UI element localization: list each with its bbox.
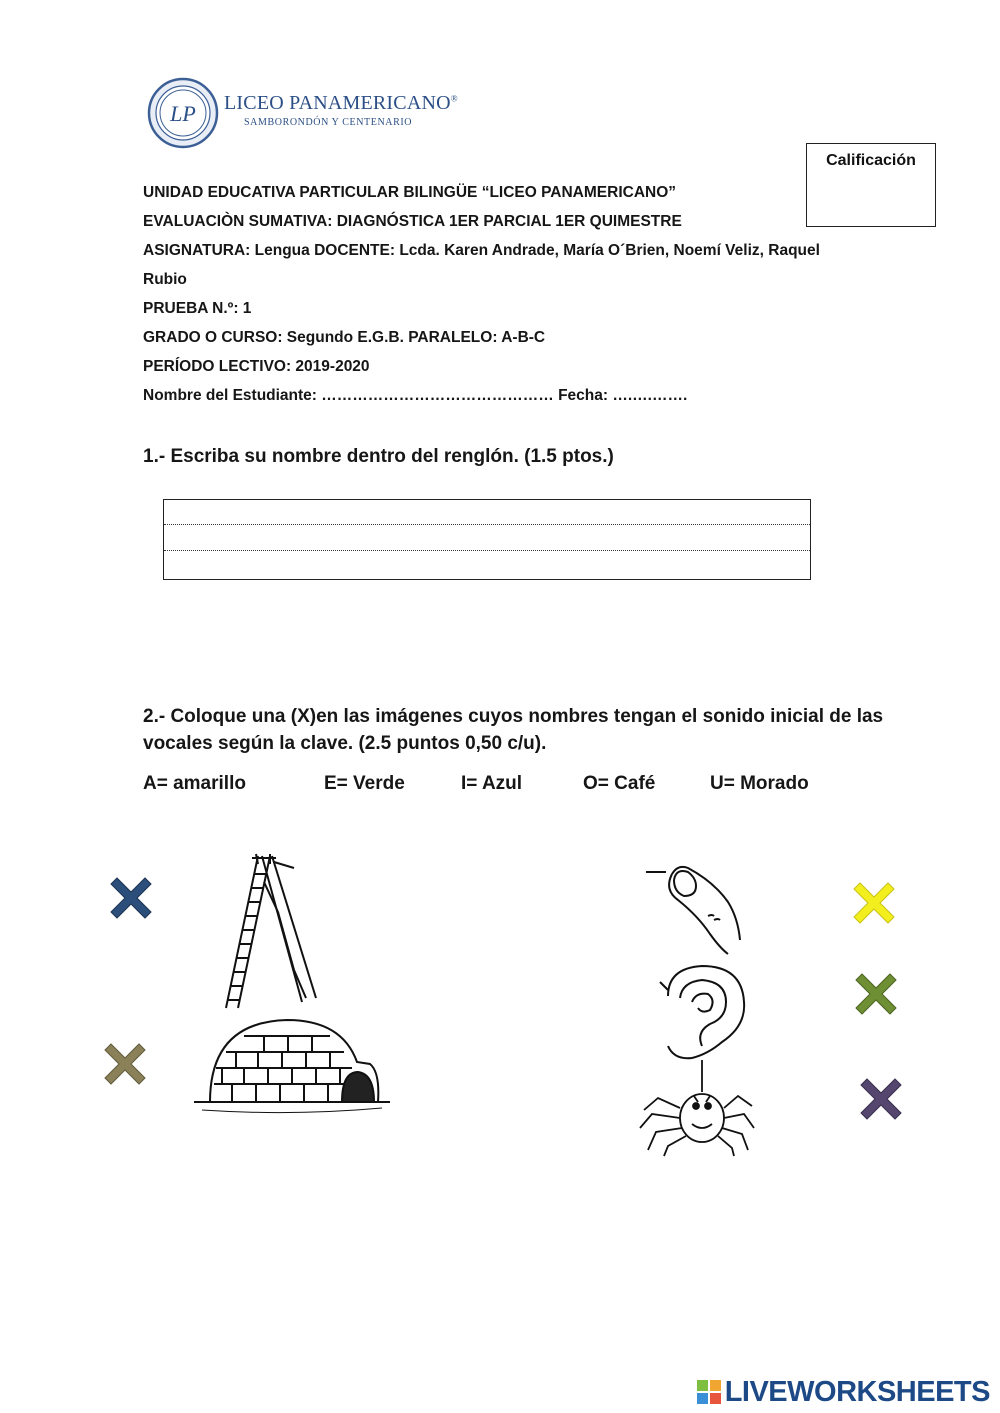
logo-emblem-icon — [146, 77, 220, 149]
purple-x-mark[interactable] — [857, 1075, 905, 1123]
key-u-purple: U= Morado — [710, 773, 809, 794]
grade-course-line: GRADO O CURSO: Segundo E.G.B. PARALELO: A-B-C — [143, 329, 546, 346]
brown-x-mark[interactable] — [101, 1040, 149, 1088]
spider-image — [634, 1058, 758, 1158]
key-o-brown: O= Café — [583, 773, 656, 794]
test-number-line: PRUEBA N.º: 1 — [143, 300, 252, 317]
key-i-blue: I= Azul — [461, 773, 523, 794]
writing-guide-line-top — [164, 524, 810, 525]
writing-guide-line-bottom — [164, 550, 810, 551]
yellow-x-mark[interactable] — [850, 879, 898, 927]
school-name-line: UNIDAD EDUCATIVA PARTICULAR BILINGÜE “LICEO PANAMERICANO” — [143, 184, 677, 201]
name-writing-box[interactable] — [163, 499, 811, 580]
logo-subtitle: SAMBORONDÓN Y CENTENARIO — [244, 117, 413, 128]
subject-line: ASIGNATURA: Lengua DOCENTE: Lcda. Karen Andrade, María O´Brien, Noemí Veliz, Raquel — [143, 242, 820, 259]
liveworksheets-logo-icon — [697, 1380, 721, 1404]
logo-emblem-letters: LP — [170, 101, 196, 126]
key-a-yellow: A= amarillo — [143, 773, 246, 794]
grade-box — [806, 143, 936, 227]
key-e-green: E= Verde — [324, 773, 405, 794]
subject-line-continued: Rubio — [143, 271, 187, 288]
evaluation-line: EVALUACIÒN SUMATIVA: DIAGNÓSTICA 1ER PARCIAL 1ER QUIMESTRE — [143, 213, 682, 230]
green-x-mark[interactable] — [852, 970, 900, 1018]
finger-image — [644, 860, 744, 956]
logo-name: LICEO PANAMERICANO® — [224, 92, 458, 114]
igloo-image — [192, 1012, 392, 1116]
ladder-image — [218, 852, 342, 1012]
question-2: 2.- Coloque una (X)en las imágenes cuyos nombres tengan el sonido inicial de las vocales según la clave. (2.5 puntos 0,50 c/u). — [143, 706, 884, 754]
blue-x-mark[interactable] — [107, 874, 155, 922]
student-name-date-line[interactable]: Nombre del Estudiante: ……………………………………… Fecha: ….….……. — [143, 387, 688, 404]
school-year-line: PERÍODO LECTIVO: 2019-2020 — [143, 358, 370, 375]
grade-label: Calificación — [826, 152, 916, 169]
liveworksheets-brand: LIVEWORKSHEETS — [724, 1376, 990, 1408]
question-1: 1.- Escriba su nombre dentro del renglón. (1.5 ptos.) — [143, 446, 614, 467]
ear-image — [656, 962, 756, 1062]
